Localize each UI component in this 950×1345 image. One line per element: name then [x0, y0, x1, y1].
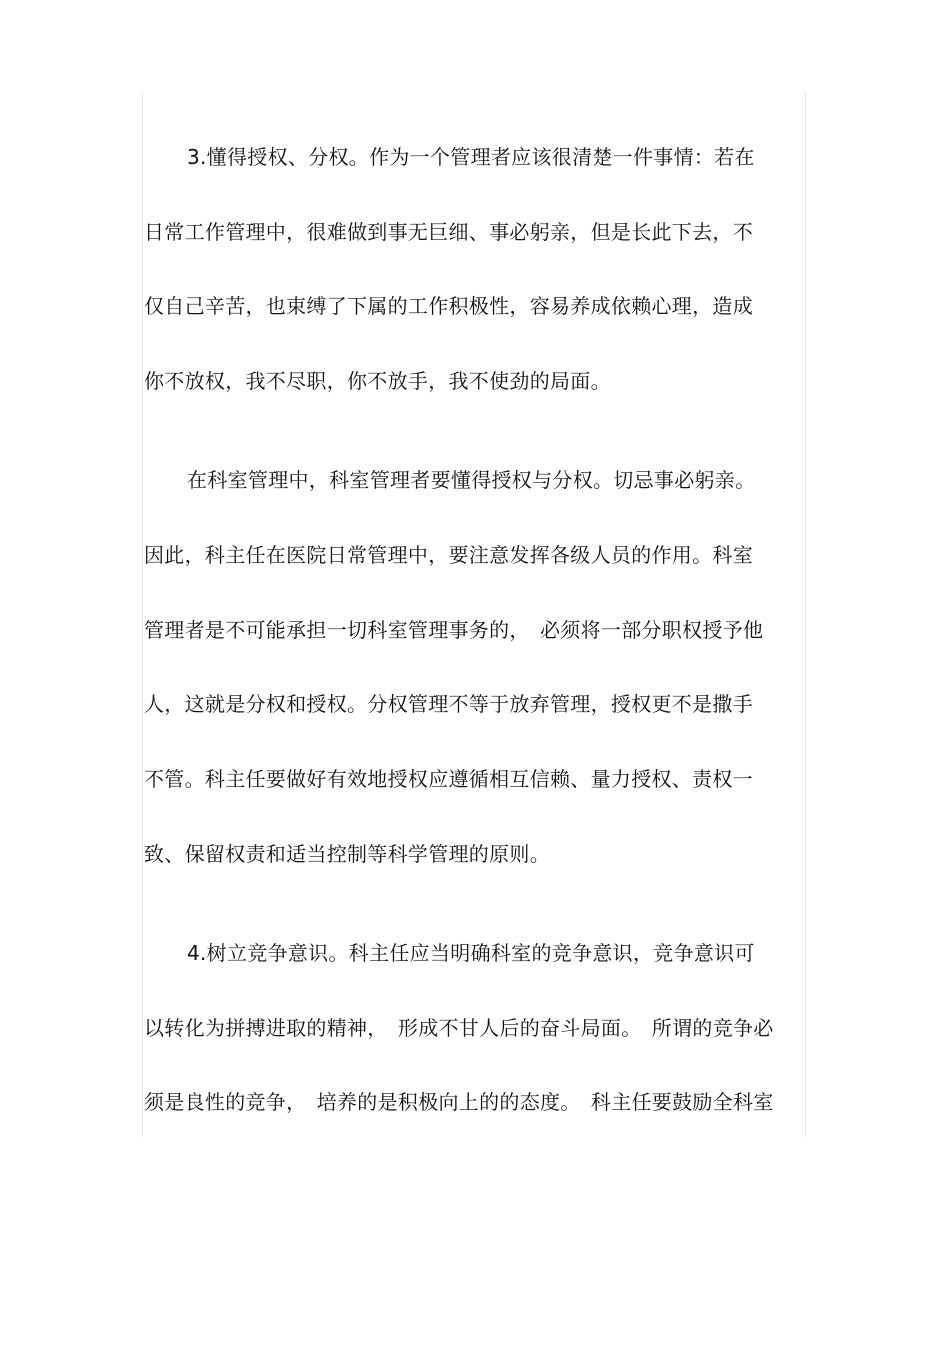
paragraph-1-line-4: 你不放权，我不尽职，你不放手，我不使劲的局面。 — [144, 369, 611, 393]
paragraph-3-line-2: 以转化为拼搏进取的精神， 形成不甘人后的奋斗局面。 所谓的竞争必 — [144, 1016, 774, 1040]
paragraph-2-line-1: 在科室管理中，科室管理者要懂得授权与分权。切忌事必躬亲。 — [187, 468, 756, 492]
paragraph-2-line-3: 管理者是不可能承担一切科室管理事务的， 必须将一部分职权授予他 — [144, 618, 764, 642]
paragraph-1-line-3: 仅自己辛苦，也束缚了下属的工作积极性，容易养成依赖心理，造成 — [144, 294, 753, 318]
paragraph-2-line-2: 因此，科主任在医院日常管理中，要注意发挥各级人员的作用。科室 — [144, 543, 753, 567]
paragraph-3-line-1: 4.树立竞争意识。科主任应当明确科室的竞争意识，竞争意识可 — [187, 941, 755, 965]
page-frame — [142, 92, 806, 1137]
paragraph-2-line-6: 致、保留权责和适当控制等科学管理的原则。 — [144, 842, 550, 866]
paragraph-2-line-5: 不管。科主任要做好有效地授权应遵循相互信赖、量力授权、责权一 — [144, 767, 753, 791]
paragraph-2-line-4: 人，这就是分权和授权。分权管理不等于放弃管理，授权更不是撒手 — [144, 692, 753, 716]
paragraph-3-line-3: 须是良性的竞争， 培养的是积极向上的的态度。 科主任要鼓励全科室 — [144, 1090, 774, 1114]
paragraph-1-line-2: 日常工作管理中，很难做到事无巨细、事必躬亲，但是长此下去，不 — [144, 220, 753, 244]
paragraph-1-line-1: 3.懂得授权、分权。作为一个管理者应该很清楚一件事情：若在 — [187, 145, 755, 169]
